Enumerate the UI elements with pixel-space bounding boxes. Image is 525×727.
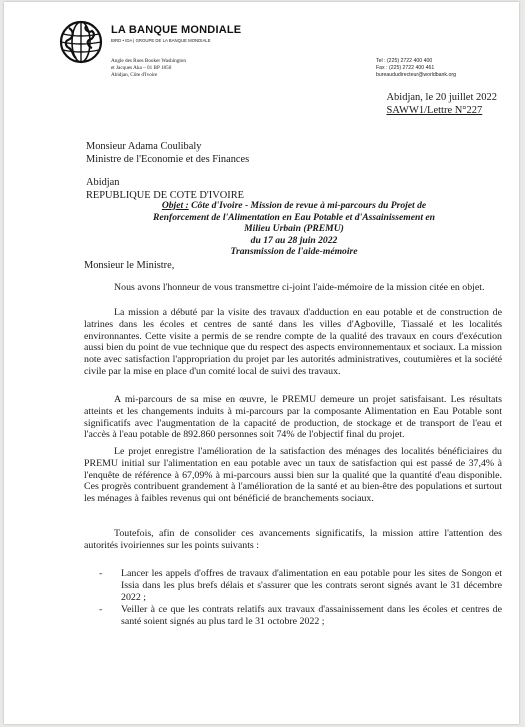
subject-text: Côte d'Ivoire - Mission de revue à mi-parcours du Projet de Renforcement de l'Alimentation en Eau Potable et d'Assainissement en Milieu Urbain (PREMU): [153, 200, 435, 234]
paragraph: La mission a débuté par la visite des travaux d'adduction en eau potable et de construction de latrines dans les écoles et centres de santé dans les villes d'Agboville, Tiassalé et les localités environnantes. Cette visite a permis de se rendre compte de la qualité des travaux en cours d'exécution aussi bien du point de vue technique que du respect des aspects environnementaux et sociaux. La mission note avec satisfaction l'appropriation du projet par les autorités administratives, coutumières et la société civile par la mise en place d'un comité local de suivi des travaux.: [84, 307, 502, 377]
date-reference-block: [386, 91, 497, 117]
recipient-country: REPUBLIQUE DE COTE D'IVOIRE: [86, 190, 245, 201]
recipient-title: Ministre de l'Economie et des Finances: [86, 154, 250, 165]
globe-icon: [59, 20, 103, 64]
date-line: Abidjan, le 20 juillet 2022: [386, 92, 497, 103]
list-item: [99, 604, 502, 628]
address-line: et Jacques Aka – 01 BP 1850: [111, 65, 172, 71]
paragraph: Le projet enregistre l'amélioration de la satisfaction des ménages des localités bénéficiaires du PREMU initial sur l'alimentation en eau potable avec un taux de satisfaction qui est passé de 37,4% à l'enquête de référence à 67,09% à mi-parcours aussi bien sur la qualité que la quantité d'eau disponible. Ces progrès contribuent grandement à l'amélioration de la santé et au bien-être des populations et surtout les ménages à faibles revenus qui ont bénéficié de branchements sociaux.: [84, 446, 502, 505]
email-line: bureaududirecteur@worldbank.org: [376, 72, 456, 78]
list-bullet: -: [99, 568, 103, 579]
organization-address: [111, 58, 186, 79]
paragraph: A mi-parcours de sa mise en œuvre, le PREMU demeure un projet satisfaisant. Les résultats atteints et les changements induits à mi-parcours par la composante Alimentation en Eau Potable sont significatifs avec l'augmentation de la capacité de production, de stockage et de transport de l'eau et l'accès à l'eau potable de 892.860 personnes soit 74% de l'objectif final du projet.: [84, 394, 502, 441]
subject-dates: du 17 au 28 juin 2022: [250, 234, 338, 246]
organization-contact: [376, 58, 456, 79]
organization-subtitle: BIRD • IDA | GROUPE DE LA BANQUE MONDIALE: [111, 38, 211, 43]
recipient-block: [86, 140, 249, 166]
list-item-text: Lancer les appels d'offres de travaux d'alimentation en eau potable pour les sites de Songon et Issia dans les plus brefs délais et s'assurer que les contrats seront signés avant le 31 décembre 2022 ;: [121, 568, 502, 603]
action-list: [99, 568, 502, 629]
recipient-city: Abidjan: [86, 177, 120, 188]
salutation: Monsieur le Ministre,: [84, 260, 175, 271]
phone-line: Tel : (225) 2722 400 400: [376, 58, 433, 64]
address-line: Abidjan, Côte d'Ivoire: [111, 72, 158, 78]
subject-label: Objet :: [161, 200, 189, 211]
list-bullet: -: [99, 604, 103, 616]
recipient-location: [86, 176, 244, 202]
subject-block: [144, 200, 444, 258]
subject-transmission: Transmission de l'aide-mémoire: [230, 246, 358, 257]
list-item: [99, 568, 502, 603]
organization-name: LA BANQUE MONDIALE: [111, 24, 242, 36]
list-item-text: Veiller à ce que les contrats relatifs aux travaux d'assainissement dans les écoles et centres de santé soient signés au plus tard le 31 octobre 2022 ;: [121, 604, 502, 628]
paragraph: Toutefois, afin de consolider ces avancements significatifs, la mission attire l'attention des autorités ivoiriennes sur les points suivants :: [84, 528, 502, 551]
address-line: Angle des Rues Booker Washington: [111, 58, 186, 64]
recipient-name: Monsieur Adama Coulibaly: [86, 141, 202, 152]
paragraph: Nous avons l'honneur de vous transmettre ci-joint l'aide-mémoire de la mission citée en objet.: [114, 282, 485, 293]
subject-line: [144, 200, 444, 235]
reference-number: SAWW1/Lettre N°227: [386, 105, 483, 116]
letter-page: [4, 2, 519, 724]
fax-line: Fax : (225) 2722 400 461: [376, 65, 435, 71]
